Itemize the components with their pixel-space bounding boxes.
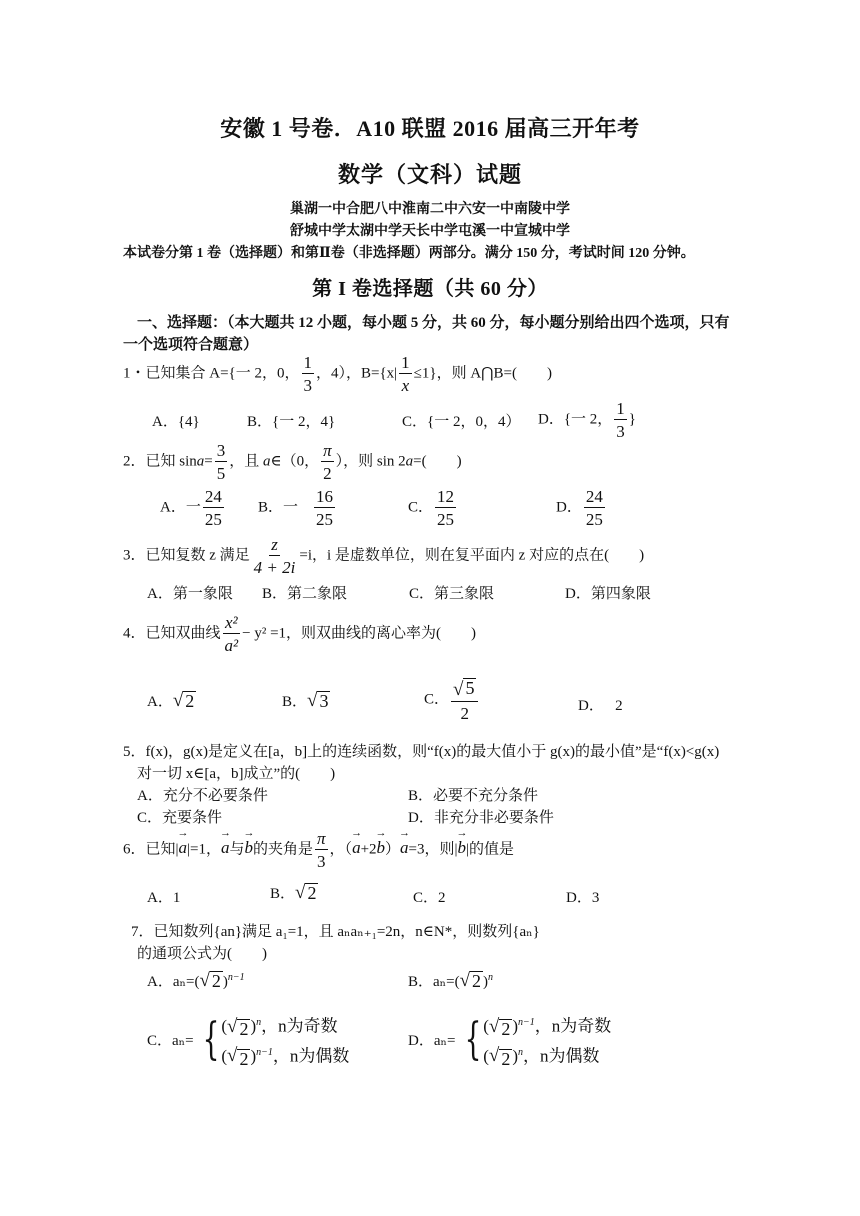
question-4: 4．已知双曲线 $\frac{\text{x²}}{\text{a²}}$ − y² =1，则双曲线的离心率为( )	[123, 613, 477, 655]
schools-line-2: 舒城中学太湖中学天长中学屯溪一中宣城中学	[290, 224, 570, 239]
q7-c-case-even: ( √ 2 )$^{n-1}$，n为偶数	[221, 1045, 350, 1069]
question-1	[123, 354, 552, 394]
q1-option-d: D．{一 2， $\frac{1}{3}$ }	[538, 399, 636, 441]
question-6: 6．已知|→ a|=1，→ a与→ b的夹角是 $\frac{\pi}{3}$ ，（→ a+2→ b）→ a=3，则|→ b|的值是	[123, 830, 514, 870]
q7-option-b: B．aₙ=( √ 2 )$^n$	[408, 970, 494, 992]
q1-text-post: ≤1}，则 A⋂B=( )	[413, 365, 552, 382]
q6-option-c: C．2	[413, 890, 446, 906]
q7-c-case-odd: ( √ 2 )$^n$，n为奇数	[221, 1015, 338, 1039]
question-5-line-1: 5．f(x)，g(x)是定义在[a，b]上的连续函数，则“f(x)的最大值小于 g(x)的最小值”是“f(x)<g(x)	[123, 744, 720, 760]
q6-option-a: A．1	[147, 890, 181, 906]
question-5-line-2: 对一切 x∈[a，b]成立”的( )	[137, 766, 336, 782]
q1-fraction-1: $\frac{1}{3}$	[303, 353, 312, 395]
q1-fraction-2: $\frac{1}{x}$	[401, 353, 410, 395]
exam-subtitle: 数学（文科）试题	[337, 162, 522, 187]
q2-option-d: D． $\frac{24}{25}$	[556, 487, 603, 529]
q6-fraction-pi: $\frac{\pi}{3}$	[317, 829, 326, 871]
q1-option-b: B．{一 2，4}	[247, 414, 336, 430]
q7-option-c: C．aₙ= { ( √ 2 )$^n$，n为奇数 ( √ 2 )$^{n-1}$，n为偶数	[147, 1010, 349, 1069]
q5-option-c: C．充要条件	[137, 810, 223, 826]
q4-fraction: $\frac{\text{x²}}{\text{a²}}$	[224, 613, 239, 655]
q3-option-c: C．第三象限	[409, 586, 495, 602]
q1-d-fraction: $\frac{1}{3}$	[616, 399, 625, 441]
q4-option-a: A． √ 2	[147, 690, 195, 712]
q1-option-a: A．{4}	[152, 414, 200, 430]
q2-option-c: C． $\frac{12}{25}$	[408, 487, 455, 529]
section-heading: 一、选择题：（本大题共 12 小题，每小题 5 分，共 60 分，每小题分别给出四个选项，只有一个选项符合题意）	[123, 315, 730, 353]
q7-option-d: D．aₙ= { ( √ 2 )$^{n-1}$，n为奇数 ( √ 2 )$^n$，n为偶数	[408, 1010, 611, 1069]
q7-option-a: A．aₙ=( √ 2 )$^{n-1}$	[147, 970, 245, 992]
q2-option-a: A．一 $\frac{24}{25}$	[160, 487, 222, 529]
q6-option-b: B． √ 2	[270, 882, 317, 904]
q3-fraction: $\frac{z}{4 + 2i}$	[253, 535, 296, 577]
exam-intro: 本试卷分第 1 卷（选择题）和第Ⅱ卷（非选择题）两部分。满分 150 分，考试时间 120 分钟。	[123, 246, 695, 261]
q5-option-a: A．充分不必要条件	[137, 788, 268, 804]
question-2: 2．已知 sina= $\frac{3}{5}$ ，且 a∈（0， $\frac{\pi}{2}$ ），则 sin 2a=( )	[123, 441, 462, 483]
q4-option-c: C． √ 5 2	[424, 678, 480, 722]
q4-option-d: D． 2	[578, 698, 623, 714]
q1-text-mid: ，4），B={x|	[316, 365, 398, 382]
q7-d-case-even: ( √ 2 )$^n$，n为偶数	[483, 1045, 600, 1069]
q2-fraction-sin: $\frac{3}{5}$	[216, 441, 226, 483]
q3-option-a: A．第一象限	[147, 586, 233, 602]
exam-title: 安徽 1 号卷．A10 联盟 2016 届高三开年考	[220, 116, 640, 141]
question-3: 3．已知复数 z 满足 $\frac{z}{4 + 2i}$ =i，i 是虚数单位，则在复平面内 z 对应的点在( )	[123, 535, 645, 577]
q5-option-d: D．非充分非必要条件	[408, 810, 554, 826]
q7-d-case-odd: ( √ 2 )$^{n-1}$，n为奇数	[483, 1015, 612, 1039]
q2-option-b: B．一 $\frac{16}{25}$	[258, 487, 334, 529]
question-7-line-1: 7．已知数列{an}满足 a₁=1，且 aₙaₙ₊₁=2n，n∈N*，则数列{aₙ}	[131, 924, 540, 940]
schools-line-1: 巢湖一中合肥八中淮南二中六安一中南陵中学	[290, 202, 570, 217]
q4-option-b: B． √ 3	[282, 690, 329, 712]
q3-option-d: D．第四象限	[565, 586, 651, 602]
question-7-line-2: 的通项公式为( )	[137, 946, 267, 962]
q5-option-b: B．必要不充分条件	[408, 788, 539, 804]
part-title: 第 I 卷选择题（共 60 分）	[312, 278, 548, 300]
q6-option-d: D．3	[566, 890, 600, 906]
q3-option-b: B．第二象限	[262, 586, 348, 602]
q1-option-c: C．{一 2，0，4）	[402, 414, 521, 430]
q2-fraction-pi: $\frac{\pi}{2}$	[323, 441, 332, 483]
q1-text-pre: 1・已知集合 A={一 2，0，	[123, 365, 300, 382]
